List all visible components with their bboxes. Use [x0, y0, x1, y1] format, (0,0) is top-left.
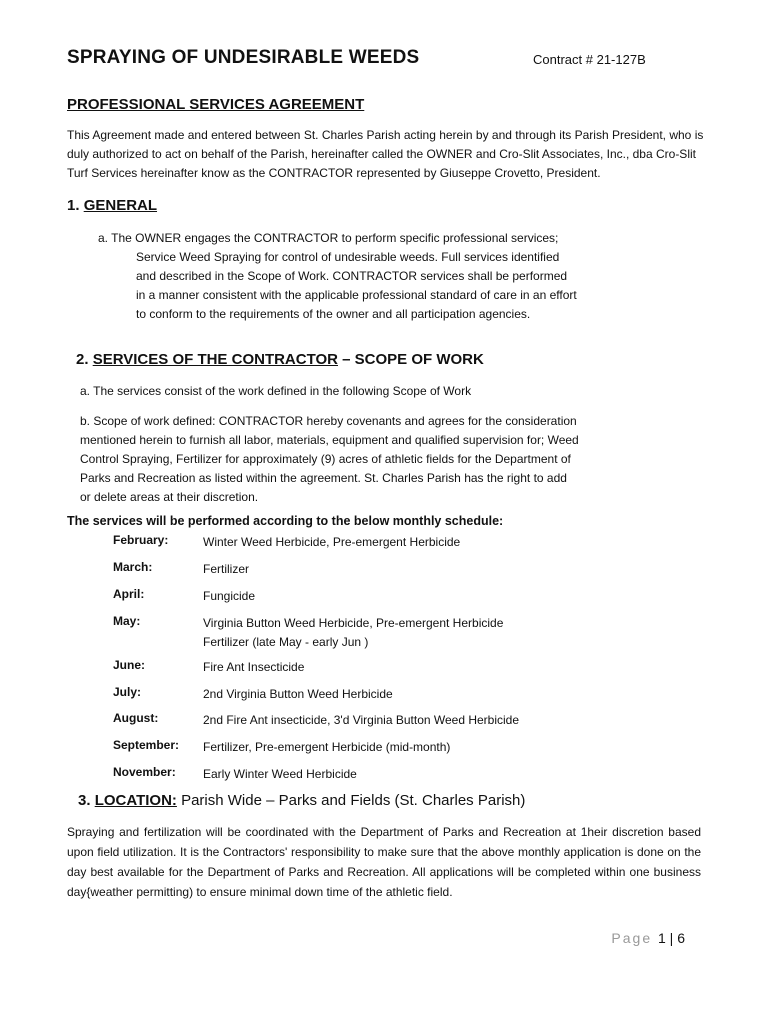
page-label: Page [611, 930, 653, 946]
agreement-heading: PROFESSIONAL SERVICES AGREEMENT [67, 96, 365, 113]
section-number: 1. [67, 197, 80, 214]
schedule-month: November: [113, 765, 176, 779]
section-title: GENERAL [83, 197, 158, 214]
section-title: SERVICES OF THE CONTRACTOR [92, 351, 338, 368]
schedule-month: July: [113, 685, 142, 699]
services-item-a: a. The services consist of the work defined in the following Scope of Work [80, 384, 472, 398]
location-text: Spraying and fertilization will be coordinated with the Department of Parks and Recreation at 1heir discretion based upon field utilization. It is the Contractors' responsibility to make sure that the above monthly application is done on the day best available for the Department of Parks and Recreation. All applications will be completed within one business day{weather permitting) to ensure minimal down time of the athletic field. [67, 825, 701, 899]
section-number: 3. [78, 792, 91, 809]
contract-number: Contract # 21-127B [533, 52, 646, 67]
page-number: 1 | 6 [658, 930, 685, 946]
schedule-description: Winter Weed Herbicide, Pre-emergent Herbicide [203, 535, 461, 549]
agreement-intro: This Agreement made and entered between St. Charles Parish acting herein by and through its Parish President, who is duly authorized to act on behalf of the Parish, hereinafter called the OWNER and Cro-Slit Associates, Inc., dba Cro-Slit Turf Services hereinafter know as the CONTRACTOR represented by Giuseppe Crovetto, President. [67, 128, 704, 180]
section-title-suffix: Parish Wide – Parks and Fields (St. Charles Parish) [176, 792, 526, 809]
section-services-heading [76, 351, 484, 368]
schedule-description: Fertilizer [203, 562, 250, 576]
schedule-description: Early Winter Weed Herbicide [203, 767, 357, 781]
schedule-description: 2nd Fire Ant insecticide, 3'd Virginia Button Weed Herbicide [203, 713, 520, 727]
schedule-month: June: [113, 658, 146, 672]
schedule-description: 2nd Virginia Button Weed Herbicide [203, 687, 393, 701]
schedule-heading: The services will be performed according to the below monthly schedule: [67, 514, 504, 528]
general-item-a-rest: Service Weed Spraying for control of undesirable weeds. Full services identified and described in the Scope of Work. CONTRACTOR services shall be performed in a manner consistent with the applicable professional standard of care in an effort to conform to the requirements of the owner and all participation agencies. [136, 250, 577, 321]
schedule-description: Virginia Button Weed Herbicide, Pre-emergent Herbicide Fertilizer (late May - early Jun ) [203, 616, 504, 649]
schedule-description: Fire Ant Insecticide [203, 660, 305, 674]
schedule-month: May: [113, 614, 141, 628]
schedule-month: February: [113, 533, 169, 547]
schedule-month: April: [113, 587, 145, 601]
schedule-month: September: [113, 738, 180, 752]
section-general-heading [67, 197, 157, 214]
section-title: LOCATION: [94, 792, 177, 809]
services-item-b: b. Scope of work defined: CONTRACTOR hereby covenants and agrees for the consideration mentioned herein to furnish all labor, materials, equipment and qualified supervision for; Weed Control Spraying, Fertilizer for approximately (9) acres of athletic fields for the Department of Parks and Recreation as listed within the agreement. St. Charles Parish has the right to add or delete areas at their discretion. [80, 414, 579, 504]
general-item-a [98, 229, 578, 324]
page-footer [611, 930, 685, 946]
schedule-month: March: [113, 560, 153, 574]
general-item-a-first: a. The OWNER engages the CONTRACTOR to perform specific professional services; [98, 231, 559, 245]
schedule-description: Fungicide [203, 589, 256, 603]
schedule-description: Fertilizer, Pre-emergent Herbicide (mid-month) [203, 740, 451, 754]
section-number: 2. [76, 351, 89, 368]
schedule-month: August: [113, 711, 159, 725]
section-location-heading [78, 792, 525, 809]
section-title-suffix: – SCOPE OF WORK [338, 351, 484, 368]
document-title: SPRAYING OF UNDESIRABLE WEEDS [67, 47, 420, 68]
